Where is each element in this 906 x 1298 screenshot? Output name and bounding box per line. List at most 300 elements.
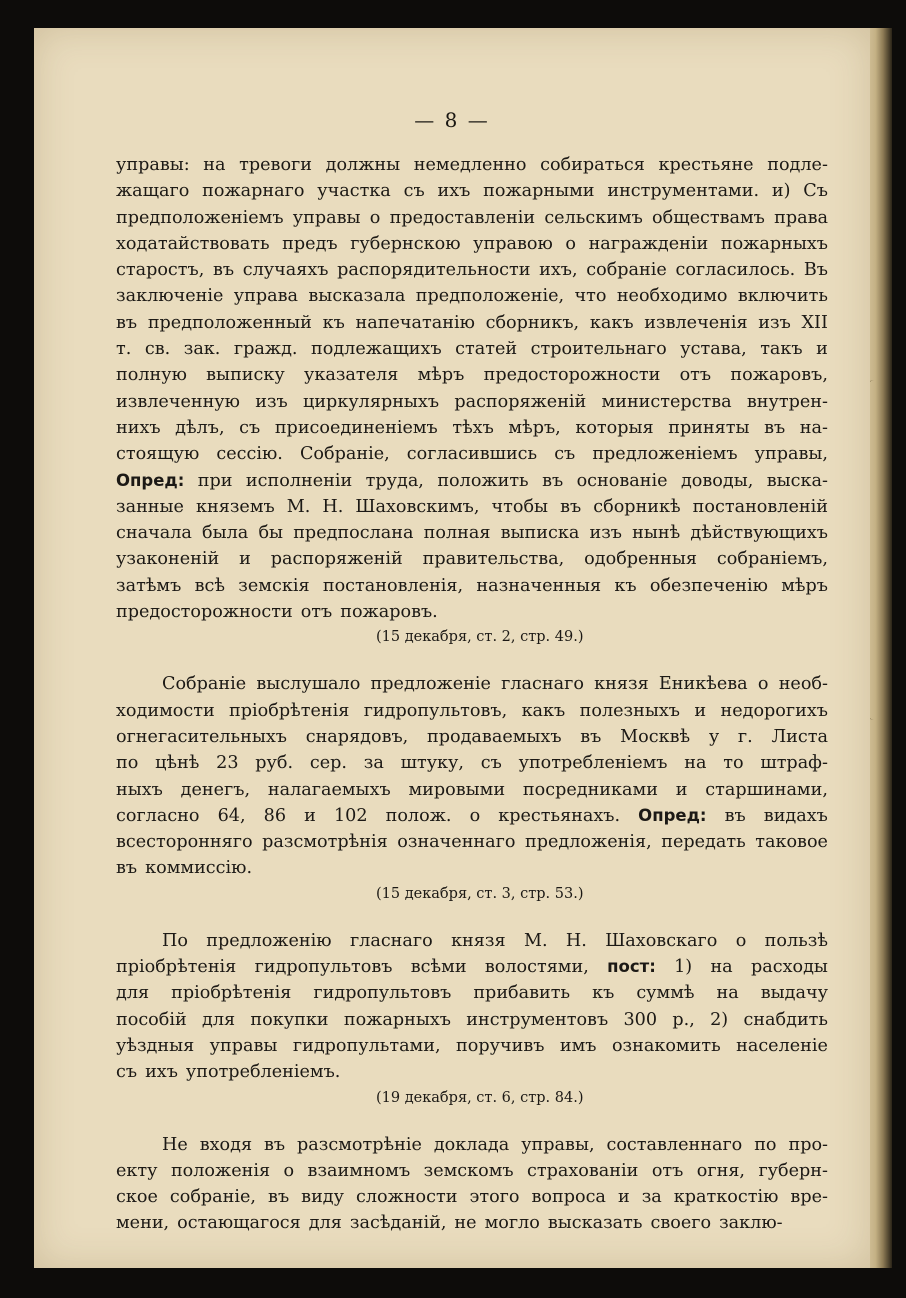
word: всѣ	[194, 575, 225, 596]
word: пожарными	[483, 181, 595, 202]
word: узаконенiй	[116, 549, 220, 570]
word: распоряженiй	[270, 549, 403, 570]
word: Въ	[803, 260, 828, 281]
word: статей	[455, 339, 518, 360]
word: съ	[239, 417, 261, 438]
word: въ	[212, 260, 235, 281]
word: видахъ	[763, 805, 828, 826]
word: продаваемыхъ	[427, 726, 562, 747]
word: снабдить	[743, 1009, 828, 1030]
word: выписка	[500, 523, 580, 544]
word: волостями,	[484, 957, 589, 978]
word: земскiя	[238, 575, 310, 596]
word: употребленiемъ.	[185, 1062, 341, 1083]
word: населенiе	[736, 1035, 828, 1056]
word: въ	[724, 805, 746, 826]
text-line	[116, 1033, 828, 1059]
word: случаяхъ	[242, 260, 329, 281]
word: 2)	[710, 1009, 729, 1030]
word: св.	[144, 339, 171, 360]
word: для	[116, 983, 150, 1004]
word: управы,	[521, 1134, 595, 1155]
word: пособiй	[116, 1009, 187, 1030]
word: полную	[116, 365, 187, 386]
document-page	[34, 28, 870, 1268]
word: тревоги	[239, 155, 312, 175]
text-line	[116, 1210, 828, 1236]
word: зак.	[183, 339, 221, 360]
word: пожаровъ.	[340, 602, 438, 623]
text-line	[116, 928, 828, 954]
word: внутрен-	[746, 391, 828, 412]
word: разсмотрѣнiя	[262, 832, 388, 853]
word: то	[723, 753, 744, 774]
word: ихъ	[437, 181, 471, 202]
word: предложенiемъ	[592, 444, 738, 465]
word: предосторожности	[116, 602, 293, 623]
word: этого	[469, 1187, 520, 1208]
word: включить	[737, 286, 828, 307]
word: ныхъ	[116, 779, 163, 800]
word: затѣмъ	[116, 575, 182, 596]
word: выска-	[766, 470, 828, 491]
word: изъ	[758, 312, 791, 333]
text-line	[116, 310, 828, 336]
citation: (15 декабря, ст. 3, стр. 53.)	[376, 885, 584, 902]
word: для	[202, 1009, 236, 1030]
word: подле-	[767, 155, 828, 175]
word: штуку,	[400, 753, 464, 774]
word: штраф-	[760, 753, 828, 774]
word: 23	[216, 753, 239, 774]
text-line	[116, 1184, 828, 1210]
word: какъ	[589, 312, 634, 333]
word: гидропультами,	[292, 1035, 441, 1056]
word: 64,	[217, 805, 246, 826]
word: Н.	[565, 930, 587, 951]
word: всѣми	[410, 957, 467, 978]
word: высказать	[547, 1213, 643, 1234]
word: была	[202, 523, 249, 544]
word: суммѣ	[636, 983, 695, 1004]
text-line	[116, 980, 828, 1006]
word: полож.	[385, 805, 452, 826]
word: сначала	[116, 523, 192, 544]
paragraph-gap	[116, 1110, 828, 1132]
text-line	[116, 599, 828, 625]
word: исполненiи	[245, 470, 353, 491]
word: 300	[623, 1009, 658, 1030]
word: старостъ,	[116, 260, 205, 281]
word: г.	[737, 726, 753, 747]
word: что	[574, 286, 607, 307]
word: передать	[661, 832, 746, 853]
word: разсмотрѣнiе	[297, 1134, 422, 1155]
word: М.	[523, 930, 548, 951]
word: вопроса	[531, 1187, 606, 1208]
word: выписку	[206, 365, 285, 386]
word: за	[641, 1187, 662, 1208]
paragraph-gap	[116, 906, 828, 928]
word: княземъ	[196, 496, 275, 517]
text-line	[116, 803, 828, 829]
text-line	[116, 283, 828, 309]
word: высказала	[308, 286, 406, 307]
word: своего	[650, 1213, 712, 1234]
text-line	[116, 362, 828, 388]
word: р.,	[672, 1009, 695, 1030]
word: могло	[484, 1213, 540, 1234]
word: о	[565, 233, 576, 254]
word: предложенiю	[206, 930, 332, 951]
word: Съ	[803, 181, 828, 202]
word: употребленiемъ	[518, 753, 668, 774]
word: немедленно	[413, 155, 527, 175]
word: не	[454, 1213, 477, 1234]
word: Шаховскаго	[605, 930, 718, 951]
word: мѣръ,	[508, 417, 561, 438]
word: въ	[764, 417, 786, 438]
word: ознакомить	[611, 1035, 721, 1056]
word: къ	[322, 312, 345, 333]
word: и	[304, 805, 316, 826]
word: управою	[473, 233, 553, 254]
word: поручивъ	[456, 1035, 545, 1056]
word: распорядительности	[337, 260, 531, 281]
word: старшинами,	[705, 779, 828, 800]
word: собранiе	[586, 260, 667, 281]
word: коммиссiю.	[145, 858, 253, 879]
word: прибавить	[473, 983, 571, 1004]
word: заклю-	[719, 1213, 783, 1234]
word: 102	[333, 805, 368, 826]
citation: (19 декабря, ст. 6, стр. 84.)	[376, 1089, 584, 1106]
word: согласно	[116, 805, 200, 826]
word: Опред:	[638, 805, 707, 825]
word: прiобрѣтенiя	[229, 700, 350, 721]
word: собранiе,	[169, 1187, 257, 1208]
word: имъ	[559, 1035, 597, 1056]
word: предположенный	[147, 312, 312, 333]
word: къ	[614, 575, 637, 596]
word: ходимости	[116, 700, 215, 721]
text-line	[116, 389, 828, 415]
word: выслушало	[256, 674, 361, 695]
word: выдачу	[760, 983, 828, 1004]
word: сер.	[309, 753, 347, 774]
word: занные	[116, 496, 184, 517]
word: М.	[286, 496, 311, 517]
text-line	[116, 520, 828, 546]
word: одобренныя	[584, 549, 698, 570]
word: руб.	[255, 753, 294, 774]
word: виду	[301, 1187, 344, 1208]
word: полезныхъ	[579, 700, 680, 721]
word: постановленiй	[692, 496, 828, 517]
word: пользѣ	[764, 930, 828, 951]
word: для	[308, 1213, 342, 1234]
word: съ	[403, 181, 425, 202]
word: положить	[437, 470, 529, 491]
word: пожарныхъ	[343, 1009, 451, 1030]
word: расходы	[750, 957, 828, 978]
word: о	[735, 930, 747, 951]
word: управы:	[116, 155, 190, 175]
word: собираться	[540, 155, 645, 175]
word: цѣнѣ	[155, 753, 200, 774]
word: Еникѣева	[658, 674, 748, 695]
word: Листа	[771, 726, 828, 747]
word: съ	[116, 1062, 138, 1083]
word: покупки	[250, 1009, 329, 1030]
word: предположенiе,	[415, 286, 565, 307]
word: инструментами.	[607, 181, 760, 202]
word: крестьянахъ.	[498, 805, 621, 826]
word: жащаго	[116, 181, 190, 202]
word: всесторонняго	[116, 832, 253, 853]
word: извлеченную	[116, 391, 240, 412]
word: приняты	[668, 417, 750, 438]
word: предоставленiи	[389, 207, 536, 228]
word: согласившись	[406, 444, 538, 465]
text-line	[116, 1007, 828, 1033]
word: краткостiю	[673, 1187, 779, 1208]
word: и)	[771, 181, 791, 202]
word: правительства,	[422, 549, 565, 570]
word: въ	[268, 1187, 290, 1208]
word: гласнаго	[501, 674, 584, 695]
word: извлеченiя	[644, 312, 748, 333]
word: мени,	[116, 1213, 170, 1234]
word: министерства	[601, 391, 732, 412]
word: управы	[209, 1035, 278, 1056]
word: какъ	[521, 700, 566, 721]
word: огня,	[696, 1160, 746, 1181]
word: на	[710, 957, 733, 978]
word: о	[369, 207, 381, 228]
word: на	[203, 155, 226, 175]
text-line	[116, 441, 828, 467]
word: за	[363, 753, 384, 774]
word: распоряженiй	[454, 391, 587, 412]
word: сельскимъ	[544, 207, 643, 228]
word: у	[708, 726, 720, 747]
word: засѣданiй,	[349, 1213, 447, 1234]
word: князя	[594, 674, 649, 695]
word: недорогихъ	[720, 700, 828, 721]
word: и	[239, 549, 251, 570]
word: съ	[480, 753, 502, 774]
word: о	[283, 1160, 295, 1181]
word: и	[694, 700, 707, 721]
word: циркулярныхъ	[303, 391, 440, 412]
text-line	[116, 231, 828, 257]
text-line	[116, 152, 828, 178]
word: составленнаго	[606, 1134, 743, 1155]
word: по	[116, 753, 139, 774]
word: ское	[116, 1187, 158, 1208]
word: о	[469, 805, 481, 826]
word: въ	[116, 312, 138, 333]
word: входя	[199, 1134, 253, 1155]
word: остающагося	[177, 1213, 301, 1234]
word: инструментовъ	[466, 1009, 609, 1030]
word: въ	[560, 496, 582, 517]
word: управы	[292, 207, 361, 228]
word: и	[617, 1187, 630, 1208]
word: Не	[162, 1134, 188, 1155]
word: губернскою	[350, 233, 461, 254]
word: крестьяне	[658, 155, 754, 175]
word: взаимномъ	[307, 1160, 411, 1181]
word: заключенiе	[116, 286, 224, 307]
word: къ	[592, 983, 615, 1004]
word: гражд.	[233, 339, 298, 360]
word: доводы,	[680, 470, 754, 491]
word: нынѣ	[632, 523, 681, 544]
word: уѣздныя	[116, 1035, 195, 1056]
word: бы	[258, 523, 284, 544]
text-line	[116, 1132, 828, 1158]
text-line	[116, 829, 828, 855]
word: постановленiя,	[322, 575, 464, 596]
word: полная	[423, 523, 491, 544]
word: налагаемыхъ	[267, 779, 391, 800]
word: пожарнаго	[202, 181, 305, 202]
word: необходимо	[616, 286, 728, 307]
word: предпослана	[293, 523, 414, 544]
word: изъ	[255, 391, 288, 412]
text-line	[116, 494, 828, 520]
word: про-	[788, 1134, 828, 1155]
word: отъ	[300, 602, 333, 623]
word: на-	[799, 417, 828, 438]
word: ихъ	[145, 1062, 178, 1083]
word: мѣръ	[781, 575, 828, 596]
word: Опред:	[116, 470, 185, 490]
word: необ-	[778, 674, 828, 695]
word: Шаховскимъ,	[355, 496, 480, 517]
word: пост:	[607, 957, 656, 977]
word: XII	[801, 312, 828, 333]
text-line	[116, 573, 828, 599]
word: земскомъ	[423, 1160, 514, 1181]
text-line	[116, 415, 828, 441]
word: 1)	[674, 957, 693, 978]
word: по	[754, 1134, 777, 1155]
word: такъ	[760, 339, 803, 360]
word: собранiемъ,	[716, 549, 828, 570]
word: екту	[116, 1160, 158, 1181]
word: Москвѣ	[620, 726, 691, 747]
word: Собранiе,	[299, 444, 390, 465]
word: гидропультовъ	[313, 983, 452, 1004]
word: сложности	[356, 1187, 458, 1208]
text-line	[116, 178, 828, 204]
word: прiобрѣтенiя	[116, 957, 237, 978]
word: сессiю.	[216, 444, 283, 465]
word: прiобрѣтенiя	[171, 983, 292, 1004]
word: основанiе	[576, 470, 668, 491]
word: напечатанiю	[355, 312, 475, 333]
text-line	[116, 777, 828, 803]
word: Собранiе	[162, 674, 247, 695]
word: назначенныя	[476, 575, 602, 596]
word: князя	[451, 930, 506, 951]
word: строительнаго	[530, 339, 667, 360]
text-line	[116, 954, 828, 980]
word: о	[757, 674, 769, 695]
word: губерн-	[758, 1160, 828, 1181]
word: гидропультовъ,	[363, 700, 508, 721]
word: участка	[317, 181, 391, 202]
word: съ	[554, 444, 576, 465]
citation: (15 декабря, ст. 2, стр. 49.)	[376, 629, 584, 646]
word: снарядовъ,	[305, 726, 409, 747]
word: мѣръ	[417, 365, 465, 386]
word: т.	[116, 339, 132, 360]
word: награжденiи	[588, 233, 709, 254]
word: гидропультовъ	[254, 957, 393, 978]
word: въ	[264, 1134, 286, 1155]
text-line	[116, 671, 828, 697]
word: огнегасительныхъ	[116, 726, 287, 747]
word: мировыми	[408, 779, 506, 800]
word: Н.	[322, 496, 344, 517]
word: дѣлъ,	[175, 417, 225, 438]
word: присоединенiемъ	[274, 417, 438, 438]
text-line	[116, 546, 828, 572]
word: труда,	[365, 470, 424, 491]
word: означеннаго	[397, 832, 516, 853]
word: обществамъ	[652, 207, 765, 228]
text-line	[116, 1158, 828, 1184]
word: положенiя	[170, 1160, 271, 1181]
text-line	[116, 205, 828, 231]
word: и	[675, 779, 688, 800]
word: должны	[325, 155, 401, 175]
word: чтобы	[491, 496, 549, 517]
text-line	[116, 855, 828, 881]
word: посредниками	[522, 779, 658, 800]
word: предъ	[282, 233, 338, 254]
word: таковое	[755, 832, 828, 853]
word: обезпеченiю	[649, 575, 768, 596]
word: сборникъ,	[485, 312, 580, 333]
word: пожарныхъ	[720, 233, 828, 254]
word: ихъ,	[539, 260, 578, 281]
word: пожаровъ,	[730, 365, 828, 386]
body-text	[116, 152, 828, 1237]
text-line	[116, 698, 828, 724]
word: вре-	[790, 1187, 828, 1208]
word: предложенiя,	[525, 832, 652, 853]
word: дѣйствующихъ	[690, 523, 828, 544]
word: гласнаго	[349, 930, 433, 951]
word: согласилось.	[675, 260, 796, 281]
word: доклада	[433, 1134, 510, 1155]
word: въ	[116, 858, 138, 879]
word: въ	[580, 726, 602, 747]
paragraph-gap	[116, 649, 828, 671]
word: устава,	[680, 339, 747, 360]
word: По	[162, 930, 188, 951]
word: отъ	[679, 365, 712, 386]
text-line	[116, 257, 828, 283]
word: стоящую	[116, 444, 200, 465]
word: подлежащихъ	[311, 339, 442, 360]
word: указателя	[303, 365, 399, 386]
